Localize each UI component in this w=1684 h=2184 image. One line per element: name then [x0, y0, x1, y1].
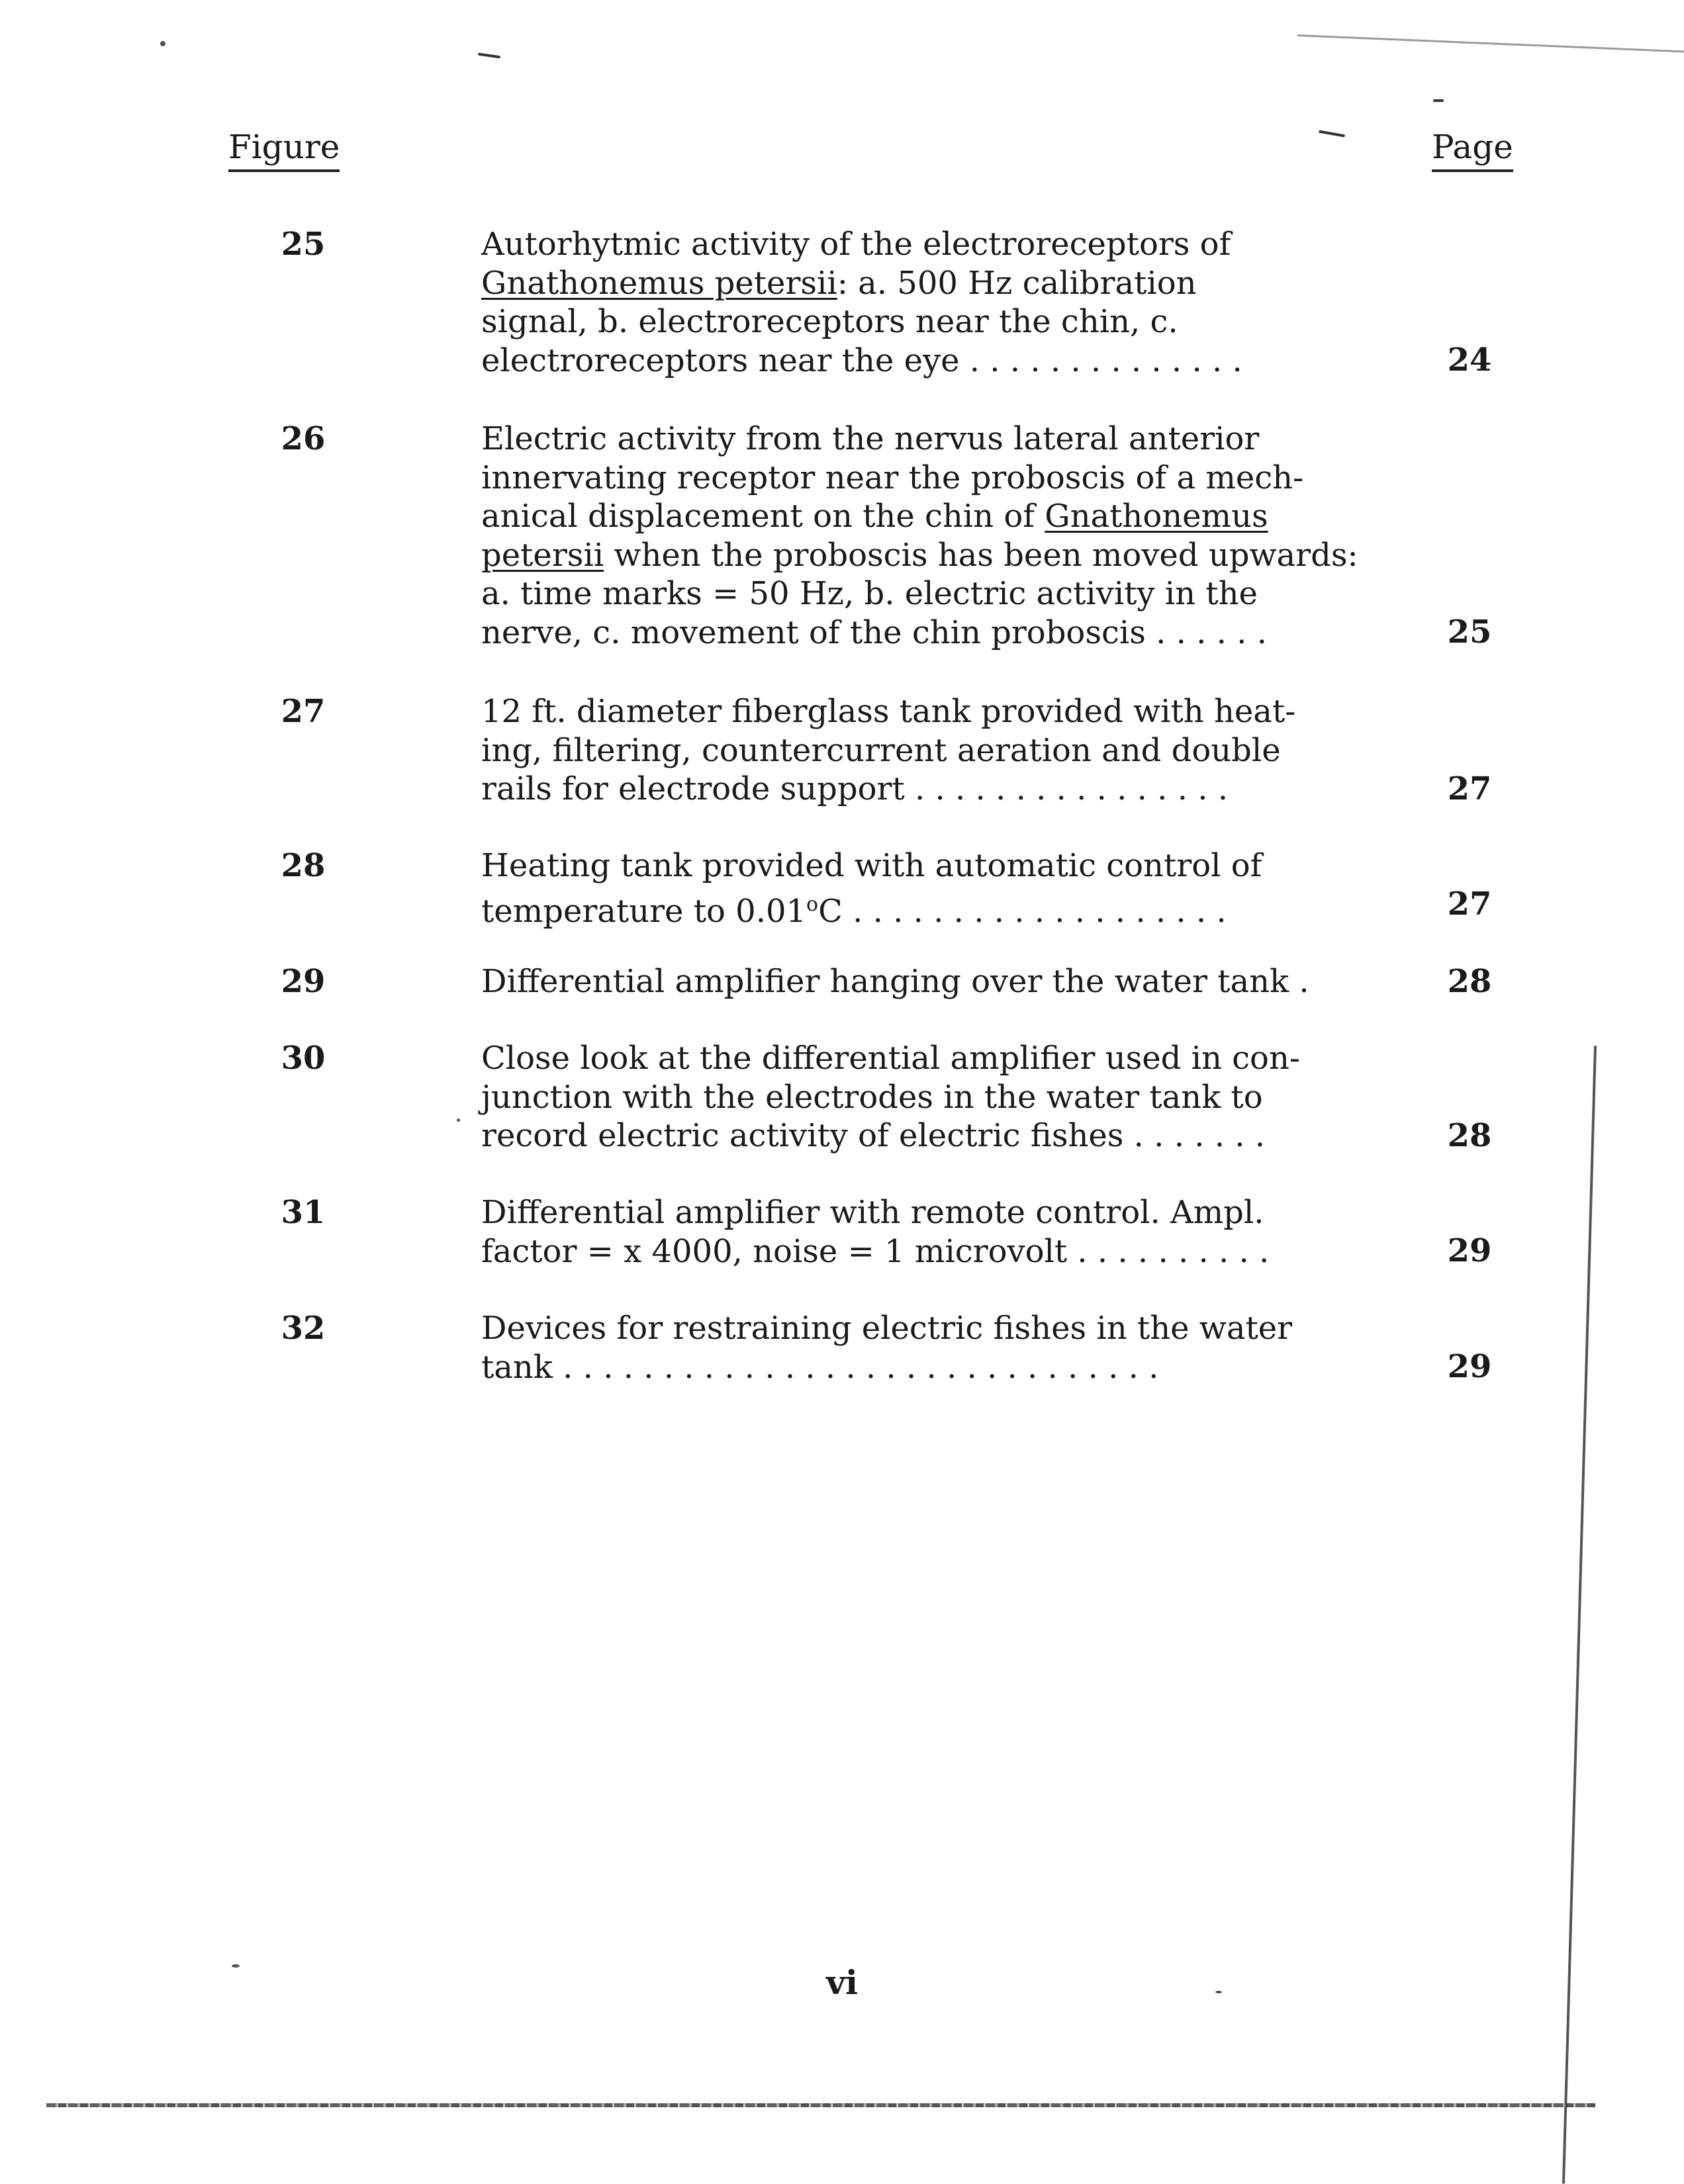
figure-number: 31 — [281, 1194, 326, 1231]
figure-number: 25 — [281, 226, 326, 263]
page-number: 27 — [1447, 770, 1492, 807]
figure-number: 27 — [281, 693, 326, 730]
page-column-header: Page — [1432, 127, 1513, 172]
figure-caption: Differential amplifier hanging over the water tank . — [481, 963, 1309, 1000]
species-name: Gnathonemus petersii — [481, 264, 837, 302]
species-name: petersii — [481, 536, 604, 574]
page-number: 29 — [1447, 1232, 1492, 1269]
figure-caption: Autorhytmic activity of the electroreceptors of Gnathonemus petersii: a. 500 Hz calibration signal, b. electroreceptors near the chin, c. electroreceptors near the eye . . . . . . . . . . . . . . — [481, 226, 1242, 379]
page-number: 29 — [1447, 1348, 1492, 1385]
figure-column-header: Figure — [228, 127, 340, 172]
figure-caption: 12 ft. diameter fiberglass tank provided with heat- ing, filtering, countercurrent aeration and double rails for electrode support . . . . . . . . . . . . . . . . — [481, 693, 1296, 807]
degree-superscript: o — [806, 892, 819, 916]
figure-number: 30 — [281, 1040, 326, 1077]
scan-edge-bottom — [46, 2103, 1595, 2107]
figure-caption: Close look at the differential amplifier used in con- junction with the electrodes in the water tank to record electric activity of electric fishes . . . . . . . — [481, 1040, 1301, 1154]
figure-number: 26 — [281, 420, 326, 457]
scan-edge-top — [1297, 34, 1684, 53]
figure-caption: Heating tank provided with automatic control of temperature to 0.01$^o$C . . . . . . . . . . . . . . . . . . . — [481, 847, 1262, 930]
figure-number: 29 — [281, 963, 326, 1000]
scan-edge-right — [1562, 1046, 1597, 2183]
scan-mark — [1433, 99, 1444, 102]
scan-speck — [160, 41, 165, 46]
page-number: 27 — [1447, 886, 1492, 923]
figure-caption: Devices for restraining electric fishes in the water tank . . . . . . . . . . . . . . . . . . . . . . . . . . . . . . — [481, 1310, 1293, 1386]
scan-speck — [1215, 1991, 1222, 1993]
page-number: 28 — [1447, 1117, 1492, 1154]
figure-number: 28 — [281, 847, 326, 884]
figure-caption: Electric activity from the nervus lateral anterior innervating receptor near the proboscis of a mech- anical displacement on the chin of Gnathonemus petersii when the proboscis has been moved upwards: a. time marks = 50 Hz, b. electric activity in the nerve, c. movement of the chin proboscis . . . . . . — [481, 420, 1358, 651]
page-number: 24 — [1447, 341, 1492, 379]
scan-speck — [457, 1118, 460, 1122]
scan-mark — [1319, 130, 1345, 138]
figure-number: 32 — [281, 1310, 326, 1347]
page-footer-number: vi — [825, 1963, 859, 2002]
scan-speck — [232, 1964, 240, 1968]
page-number: 28 — [1447, 963, 1492, 1000]
figure-caption: Differential amplifier with remote control. Ampl. factor = x 4000, noise = 1 microvolt . . . . . . . . . . — [481, 1194, 1270, 1270]
scan-mark — [478, 53, 500, 59]
page-number: 25 — [1447, 614, 1492, 651]
species-name: Gnathonemus — [1045, 498, 1268, 535]
